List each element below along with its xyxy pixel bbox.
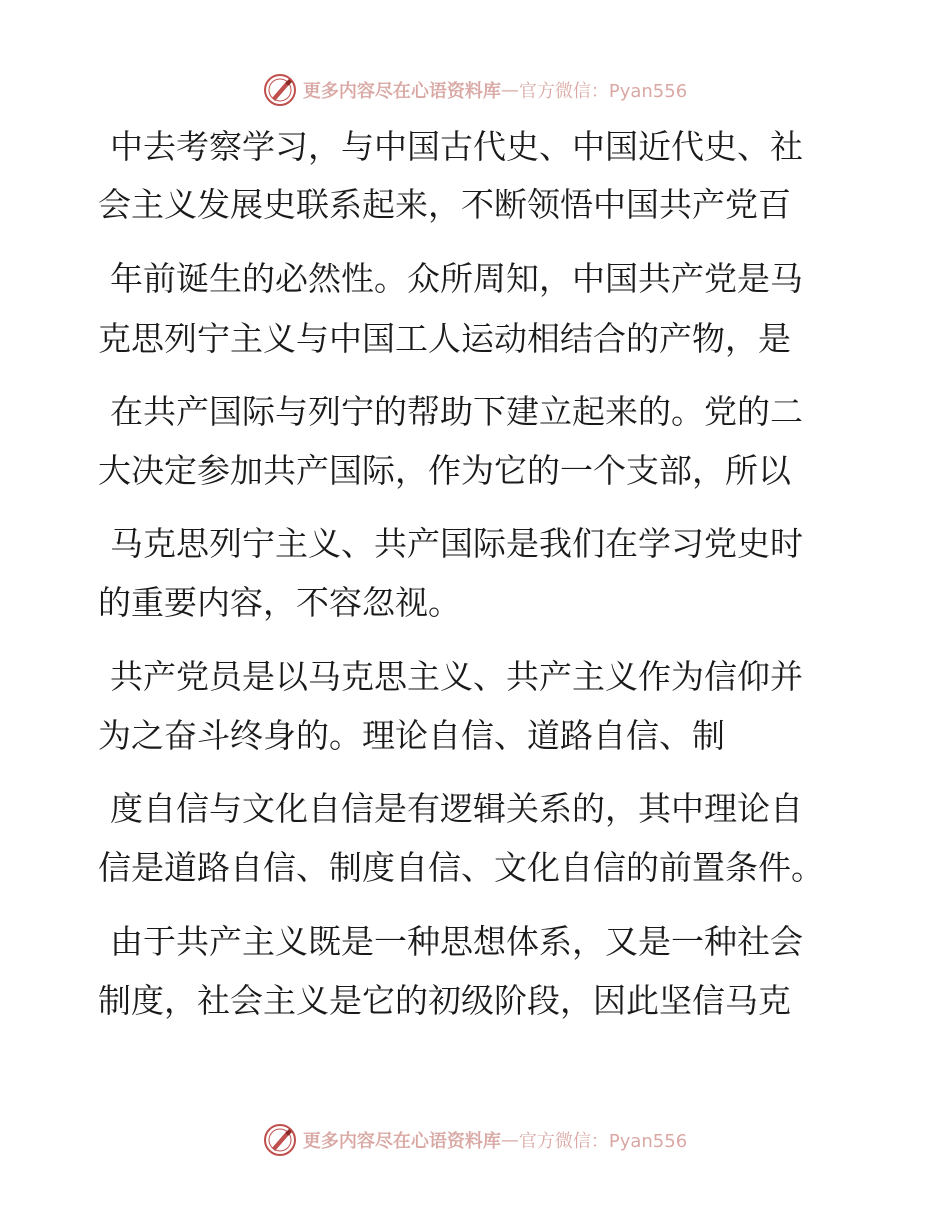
text-line: 的重要内容，不容忽视。 (98, 583, 461, 622)
text-line: 年前诞生的必然性。众所周知，中国共产党是马 (110, 259, 803, 298)
watermark-contact: 官方微信：Pyan556 (518, 81, 688, 102)
text-line: 马克思列宁主义、共产国际是我们在学习党史时 (110, 524, 803, 563)
pen-logo-icon (263, 73, 297, 107)
watermark-main-text: 更多内容尽在心语资料库 (302, 81, 501, 102)
watermark-main-text: 更多内容尽在心语资料库 (302, 1131, 501, 1152)
text-line: 克思列宁主义与中国工人运动相结合的产物，是 (98, 319, 791, 358)
watermark-separator: — (500, 1129, 519, 1151)
watermark-contact: 官方微信：Pyan556 (518, 1131, 688, 1152)
text-line: 由于共产主义既是一种思想体系，又是一种社会 (110, 922, 803, 961)
footer-watermark (0, 1120, 950, 1160)
text-line: 信是道路自信、制度自信、文化自信的前置条件。 (98, 848, 824, 887)
text-line: 在共产国际与列宁的帮助下建立起来的。党的二 (110, 392, 803, 431)
pen-logo-icon (263, 1123, 297, 1157)
text-line: 会主义发展史联系起来，不断领悟中国共产党百 (98, 185, 791, 224)
text-line: 为之奋斗终身的。理论自信、道路自信、制 (98, 716, 725, 755)
text-line: 共产党员是以马克思主义、共产主义作为信仰并 (110, 657, 803, 696)
text-line: 中去考察学习，与中国古代史、中国近代史、社 (110, 127, 803, 166)
text-line: 大决定参加共产国际，作为它的一个支部，所以 (98, 451, 791, 490)
header-watermark (0, 70, 950, 110)
watermark-separator: — (500, 79, 519, 101)
text-line: 度自信与文化自信是有逻辑关系的，其中理论自 (110, 789, 803, 828)
text-line: 制度，社会主义是它的初级阶段，因此坚信马克 (98, 981, 791, 1020)
